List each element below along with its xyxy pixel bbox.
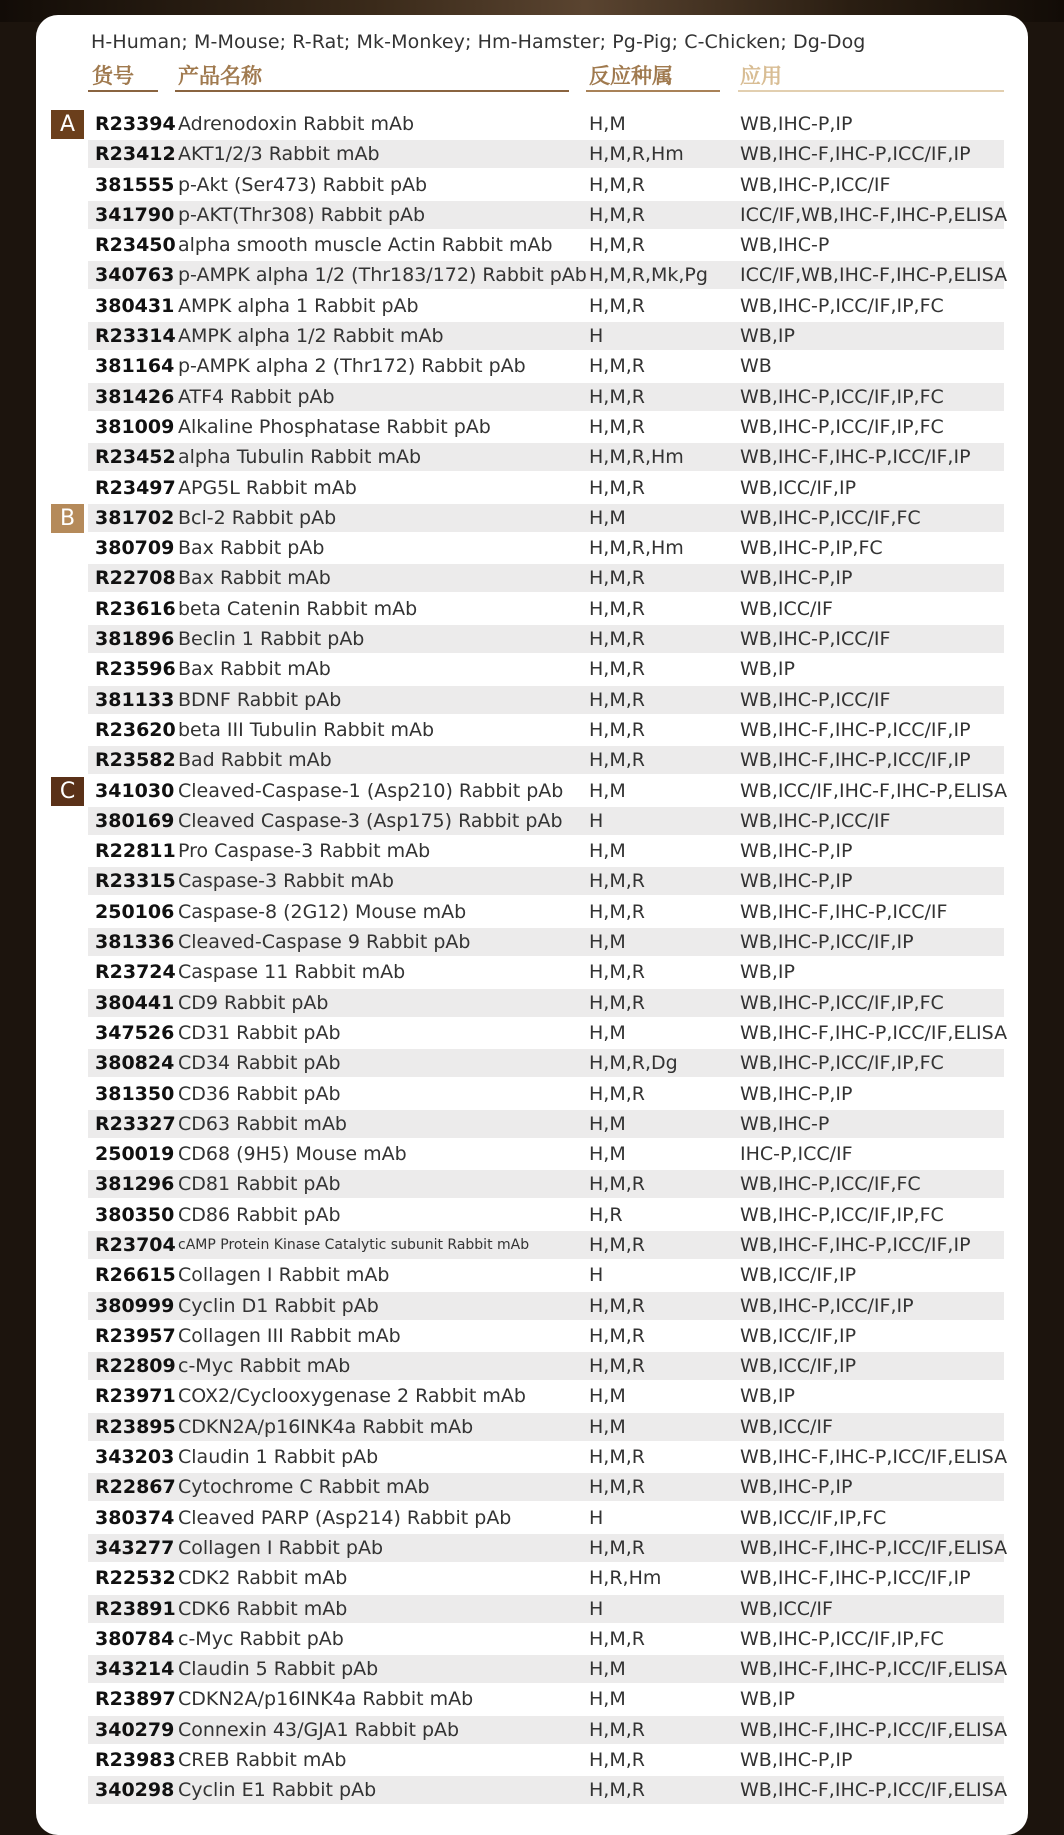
application: WB,IHC-P,IP,FC bbox=[740, 537, 883, 560]
reactive-species: H,M,R bbox=[589, 688, 645, 711]
product-name: BDNF Rabbit pAb bbox=[178, 688, 342, 711]
application: WB,ICC/IF bbox=[740, 1415, 833, 1438]
table-row bbox=[0, 230, 1064, 260]
product-name: Caspase-8 (2G12) Mouse mAb bbox=[178, 900, 467, 923]
table-row bbox=[0, 1018, 1064, 1048]
table-row bbox=[0, 1169, 1064, 1199]
reactive-species: H,M,R bbox=[589, 1355, 645, 1378]
application: WB,IP bbox=[740, 1385, 795, 1408]
application: WB,IHC-P,IP bbox=[740, 1476, 853, 1499]
product-name: ATF4 Rabbit pAb bbox=[178, 385, 335, 408]
table-row bbox=[0, 473, 1064, 503]
product-id: R23620 bbox=[95, 718, 176, 741]
product-id: 380441 bbox=[95, 991, 175, 1014]
product-name: Cleaved-Caspase-1 (Asp210) Rabbit pAb bbox=[178, 779, 564, 802]
application: WB,IHC-F,IHC-P,ICC/IF,ELISA bbox=[740, 1536, 1008, 1559]
reactive-species: H,M bbox=[589, 1112, 626, 1135]
application: WB,IHC-P,ICC/IF bbox=[740, 173, 891, 196]
product-name: Caspase 11 Rabbit mAb bbox=[178, 961, 406, 984]
product-id: R23957 bbox=[95, 1324, 176, 1347]
application: WB,IP bbox=[740, 961, 795, 984]
table-row bbox=[0, 1351, 1064, 1381]
product-name: Collagen III Rabbit mAb bbox=[178, 1324, 401, 1347]
product-name: p-AMPK alpha 1/2 (Thr183/172) Rabbit pAb bbox=[178, 264, 587, 287]
table-row bbox=[0, 836, 1064, 866]
reactive-species: H,M,R bbox=[589, 173, 645, 196]
table-row bbox=[0, 897, 1064, 927]
reactive-species: H,M bbox=[589, 840, 626, 863]
product-id: 381296 bbox=[95, 1173, 175, 1196]
reactive-species: H,M,R bbox=[589, 1324, 645, 1347]
reactive-species: H,M bbox=[589, 1688, 626, 1711]
product-name: Collagen I Rabbit pAb bbox=[178, 1536, 384, 1559]
table-row bbox=[0, 200, 1064, 230]
table-row bbox=[0, 1291, 1064, 1321]
table-row bbox=[0, 139, 1064, 169]
product-id: R23452 bbox=[95, 446, 176, 469]
table-row bbox=[0, 1260, 1064, 1290]
table-row bbox=[0, 351, 1064, 381]
table-row bbox=[0, 1200, 1064, 1230]
application: WB,ICC/IF bbox=[740, 1597, 833, 1620]
application: WB,ICC/IF,IP bbox=[740, 1324, 857, 1347]
product-id: 381426 bbox=[95, 385, 175, 408]
product-id: 381133 bbox=[95, 688, 175, 711]
product-name: Bcl-2 Rabbit pAb bbox=[178, 506, 337, 529]
reactive-species: H,M,R bbox=[589, 385, 645, 408]
application: WB,IHC-P,ICC/IF,IP,FC bbox=[740, 294, 944, 317]
product-name: p-AKT(Thr308) Rabbit pAb bbox=[178, 203, 426, 226]
product-name: c-Myc Rabbit mAb bbox=[178, 1355, 351, 1378]
reactive-species: H,M bbox=[589, 506, 626, 529]
application: WB,IHC-P,IP bbox=[740, 840, 853, 863]
application: WB,IHC-P,ICC/IF,IP,FC bbox=[740, 385, 944, 408]
table-row bbox=[0, 1745, 1064, 1775]
application: WB,IHC-F,IHC-P,ICC/IF,IP bbox=[740, 143, 971, 166]
product-id: R22811 bbox=[95, 840, 176, 863]
product-id: 343277 bbox=[95, 1536, 175, 1559]
table-row bbox=[0, 957, 1064, 987]
product-id: R22867 bbox=[95, 1476, 176, 1499]
table-row bbox=[0, 624, 1064, 654]
product-id: 381702 bbox=[95, 506, 175, 529]
product-id: 380374 bbox=[95, 1506, 175, 1529]
product-name: beta III Tubulin Rabbit mAb bbox=[178, 718, 435, 741]
reactive-species: H,M bbox=[589, 931, 626, 954]
reactive-species: H,M,R bbox=[589, 476, 645, 499]
application: WB,IHC-F,IHC-P,ICC/IF,IP bbox=[740, 1567, 971, 1590]
application: WB,IP bbox=[740, 325, 795, 348]
reactive-species: H,M,R bbox=[589, 415, 645, 438]
product-id: R23315 bbox=[95, 870, 176, 893]
reactive-species: H,M,R bbox=[589, 1627, 645, 1650]
application: WB,IHC-P,ICC/IF,FC bbox=[740, 1173, 921, 1196]
reactive-species: H,M bbox=[589, 779, 626, 802]
application: WB,IHC-F,IHC-P,ICC/IF,ELISA bbox=[740, 1446, 1008, 1469]
table-row bbox=[0, 321, 1064, 351]
table-row bbox=[0, 109, 1064, 139]
product-id: 340298 bbox=[95, 1779, 175, 1802]
header-id: 货号 bbox=[92, 64, 134, 88]
product-id: 250019 bbox=[95, 1143, 175, 1166]
product-name: p-Akt (Ser473) Rabbit pAb bbox=[178, 173, 428, 196]
table-row bbox=[0, 533, 1064, 563]
product-name: CD63 Rabbit mAb bbox=[178, 1112, 347, 1135]
table-row bbox=[0, 503, 1064, 533]
product-id: 380350 bbox=[95, 1203, 175, 1226]
table-row bbox=[0, 1321, 1064, 1351]
table-row bbox=[0, 1684, 1064, 1714]
reactive-species: H bbox=[589, 809, 604, 832]
table-row bbox=[0, 1624, 1064, 1654]
product-name: CD9 Rabbit pAb bbox=[178, 991, 329, 1014]
application: WB,ICC/IF,IP bbox=[740, 1264, 857, 1287]
product-name: Bax Rabbit pAb bbox=[178, 537, 325, 560]
section-letter-a: A bbox=[51, 110, 84, 139]
product-name: AMPK alpha 1 Rabbit pAb bbox=[178, 294, 419, 317]
table-row bbox=[0, 715, 1064, 745]
reactive-species: H,M,R,Hm bbox=[589, 446, 684, 469]
table-row bbox=[0, 1442, 1064, 1472]
product-id: 381350 bbox=[95, 1082, 175, 1105]
table-row bbox=[0, 866, 1064, 896]
product-id: 381009 bbox=[95, 415, 175, 438]
product-name: CDK6 Rabbit mAb bbox=[178, 1597, 348, 1620]
product-id: R22532 bbox=[95, 1567, 176, 1590]
table-row bbox=[0, 988, 1064, 1018]
product-id: 380431 bbox=[95, 294, 175, 317]
species-legend: H-Human; M-Mouse; R-Rat; Mk-Monkey; Hm-Hamster; Pg-Pig; C-Chicken; Dg-Dog bbox=[91, 31, 866, 53]
application: WB,IHC-P bbox=[740, 1112, 830, 1135]
product-name: p-AMPK alpha 2 (Thr172) Rabbit pAb bbox=[178, 355, 526, 378]
product-id: 381555 bbox=[95, 173, 175, 196]
table-row bbox=[0, 1230, 1064, 1260]
product-name: CD34 Rabbit pAb bbox=[178, 1052, 341, 1075]
reactive-species: H bbox=[589, 1597, 604, 1620]
reactive-species: H,M,R bbox=[589, 1718, 645, 1741]
application: WB,IHC-P,ICC/IF,IP,FC bbox=[740, 415, 944, 438]
product-name: Connexin 43/GJA1 Rabbit pAb bbox=[178, 1718, 460, 1741]
reactive-species: H,M bbox=[589, 1658, 626, 1681]
reactive-species: H,M,R bbox=[589, 355, 645, 378]
application: WB,IHC-P,ICC/IF,IP,FC bbox=[740, 1627, 944, 1650]
product-id: R23497 bbox=[95, 476, 176, 499]
reactive-species: H,M,R bbox=[589, 1082, 645, 1105]
reactive-species: H,M,R bbox=[589, 203, 645, 226]
reactive-species: H,M,R bbox=[589, 1749, 645, 1772]
table-row bbox=[0, 1079, 1064, 1109]
table-row bbox=[0, 1472, 1064, 1502]
table-row bbox=[0, 685, 1064, 715]
reactive-species: H,M,R bbox=[589, 749, 645, 772]
product-id: 380824 bbox=[95, 1052, 175, 1075]
reactive-species: H,M,R bbox=[589, 234, 645, 257]
application: WB,ICC/IF,IP bbox=[740, 476, 857, 499]
application: WB,ICC/IF,IP bbox=[740, 1355, 857, 1378]
product-id: 340763 bbox=[95, 264, 175, 287]
product-name: AKT1/2/3 Rabbit mAb bbox=[178, 143, 380, 166]
reactive-species: H,M,R bbox=[589, 294, 645, 317]
reactive-species: H,M,R bbox=[589, 961, 645, 984]
reactive-species: H,M,R,Hm bbox=[589, 143, 684, 166]
table-row bbox=[0, 1715, 1064, 1745]
product-id: R23897 bbox=[95, 1688, 176, 1711]
reactive-species: H,M,R bbox=[589, 1779, 645, 1802]
product-name: APG5L Rabbit mAb bbox=[178, 476, 357, 499]
product-id: R23412 bbox=[95, 143, 176, 166]
table-row bbox=[0, 260, 1064, 290]
application: WB,IHC-F,IHC-P,ICC/IF,ELISA bbox=[740, 1779, 1008, 1802]
product-name: Cleaved PARP (Asp214) Rabbit pAb bbox=[178, 1506, 512, 1529]
table-row bbox=[0, 1109, 1064, 1139]
application: WB,IHC-F,IHC-P,ICC/IF,ELISA bbox=[740, 1658, 1008, 1681]
application: WB,IHC-P,ICC/IF,FC bbox=[740, 506, 921, 529]
product-id: 340279 bbox=[95, 1718, 175, 1741]
product-id: R23724 bbox=[95, 961, 176, 984]
table-row bbox=[0, 442, 1064, 472]
table-row bbox=[0, 1594, 1064, 1624]
product-name: Beclin 1 Rabbit pAb bbox=[178, 628, 365, 651]
product-name: alpha smooth muscle Actin Rabbit mAb bbox=[178, 234, 553, 257]
product-id: R23891 bbox=[95, 1597, 176, 1620]
reactive-species: H,M,R bbox=[589, 1476, 645, 1499]
application: WB,IHC-P,IP bbox=[740, 567, 853, 590]
product-id: R23704 bbox=[95, 1233, 176, 1256]
application: WB,IHC-F,IHC-P,ICC/IF,ELISA bbox=[740, 1021, 1008, 1044]
application: WB,IHC-F,IHC-P,ICC/IF bbox=[740, 900, 948, 923]
product-name: Cleaved-Caspase 9 Rabbit pAb bbox=[178, 931, 471, 954]
reactive-species: H bbox=[589, 1506, 604, 1529]
product-id: R23327 bbox=[95, 1112, 176, 1135]
reactive-species: H,M,R,Dg bbox=[589, 1052, 678, 1075]
table-row bbox=[0, 1563, 1064, 1593]
product-name: Cleaved Caspase-3 (Asp175) Rabbit pAb bbox=[178, 809, 563, 832]
application: WB,IHC-P,ICC/IF bbox=[740, 688, 891, 711]
product-id: 381336 bbox=[95, 931, 175, 954]
product-name: Adrenodoxin Rabbit mAb bbox=[178, 113, 415, 135]
reactive-species: H,M,R bbox=[589, 1233, 645, 1256]
product-id: R22708 bbox=[95, 567, 176, 590]
product-name: alpha Tubulin Rabbit mAb bbox=[178, 446, 422, 469]
product-name: Claudin 1 Rabbit pAb bbox=[178, 1446, 379, 1469]
product-name: Cytochrome C Rabbit mAb bbox=[178, 1476, 430, 1499]
application: WB,IHC-F,IHC-P,ICC/IF,ELISA bbox=[740, 1718, 1008, 1741]
product-id: 341790 bbox=[95, 203, 175, 226]
product-name: Alkaline Phosphatase Rabbit pAb bbox=[178, 415, 491, 438]
product-id: 380784 bbox=[95, 1627, 175, 1650]
product-id: 380169 bbox=[95, 809, 175, 832]
table-row bbox=[0, 291, 1064, 321]
table-row bbox=[0, 776, 1064, 806]
reactive-species: H,M,R bbox=[589, 1294, 645, 1317]
product-name: CDKN2A/p16INK4a Rabbit mAb bbox=[178, 1688, 474, 1711]
product-id: R23895 bbox=[95, 1415, 176, 1438]
product-id: 380999 bbox=[95, 1294, 175, 1317]
product-table bbox=[0, 109, 1064, 1806]
application: WB,IHC-P,ICC/IF bbox=[740, 809, 891, 832]
table-row bbox=[0, 1048, 1064, 1078]
table-row bbox=[0, 1654, 1064, 1684]
product-id: 250106 bbox=[95, 900, 175, 923]
product-id: R23983 bbox=[95, 1749, 176, 1772]
reactive-species: H,M,R bbox=[589, 870, 645, 893]
application: WB,IHC-P,ICC/IF,IP,FC bbox=[740, 991, 944, 1014]
table-row bbox=[0, 1139, 1064, 1169]
header-application: 应用 bbox=[740, 64, 782, 88]
product-name: CD31 Rabbit pAb bbox=[178, 1021, 341, 1044]
application: ICC/IF,WB,IHC-F,IHC-P,ELISA bbox=[740, 203, 1008, 226]
header-name-underline bbox=[175, 90, 569, 92]
application: WB,IHC-F,IHC-P,ICC/IF,IP bbox=[740, 718, 971, 741]
application: WB,IHC-F,IHC-P,ICC/IF,IP bbox=[740, 446, 971, 469]
product-name: CD36 Rabbit pAb bbox=[178, 1082, 341, 1105]
product-id: 347526 bbox=[95, 1021, 175, 1044]
table-row bbox=[0, 927, 1064, 957]
product-name: CD68 (9H5) Mouse mAb bbox=[178, 1143, 407, 1166]
product-name: Cyclin E1 Rabbit pAb bbox=[178, 1779, 377, 1802]
product-name: c-Myc Rabbit pAb bbox=[178, 1627, 344, 1650]
product-name: Claudin 5 Rabbit pAb bbox=[178, 1658, 379, 1681]
reactive-species: H,M,R,Mk,Pg bbox=[589, 264, 708, 287]
table-row bbox=[0, 806, 1064, 836]
product-name: CDK2 Rabbit mAb bbox=[178, 1567, 348, 1590]
application: WB,IHC-P,IP bbox=[740, 1749, 853, 1772]
product-id: R23582 bbox=[95, 749, 176, 772]
header-application-underline bbox=[738, 90, 1004, 92]
header-name: 产品名称 bbox=[178, 64, 262, 88]
reactive-species: H,R bbox=[589, 1203, 623, 1226]
table-row bbox=[0, 1775, 1064, 1805]
reactive-species: H,M bbox=[589, 1021, 626, 1044]
product-id: R26615 bbox=[95, 1264, 176, 1287]
section-letter-b: B bbox=[51, 504, 84, 533]
product-id: 343214 bbox=[95, 1658, 175, 1681]
header-id-underline bbox=[88, 90, 158, 92]
table-row bbox=[0, 382, 1064, 412]
product-name: CREB Rabbit mAb bbox=[178, 1749, 347, 1772]
reactive-species: H,M,R bbox=[589, 567, 645, 590]
table-row bbox=[0, 170, 1064, 200]
table-row bbox=[0, 563, 1064, 593]
product-name: Bad Rabbit mAb bbox=[178, 749, 332, 772]
application: WB,IHC-P,ICC/IF bbox=[740, 628, 891, 651]
product-id: 380709 bbox=[95, 537, 175, 560]
reactive-species: H,M bbox=[589, 1385, 626, 1408]
product-name: Cyclin D1 Rabbit pAb bbox=[178, 1294, 379, 1317]
application: WB bbox=[740, 355, 772, 378]
application: WB,IHC-P,IP bbox=[740, 1082, 853, 1105]
table-row bbox=[0, 1381, 1064, 1411]
product-name: Collagen I Rabbit mAb bbox=[178, 1264, 390, 1287]
product-name: beta Catenin Rabbit mAb bbox=[178, 597, 418, 620]
product-id: R23616 bbox=[95, 597, 176, 620]
product-id: 341030 bbox=[95, 779, 175, 802]
header-species-underline bbox=[586, 90, 720, 92]
application: WB,IHC-P,IP bbox=[740, 113, 853, 135]
section-letter-c: C bbox=[51, 777, 84, 806]
application: IHC-P,ICC/IF bbox=[740, 1143, 853, 1166]
product-id: R23450 bbox=[95, 234, 176, 257]
product-id: 381164 bbox=[95, 355, 175, 378]
table-row bbox=[0, 1412, 1064, 1442]
application: WB,IHC-P,ICC/IF,IP,FC bbox=[740, 1052, 944, 1075]
application: WB,IHC-P,ICC/IF,IP,FC bbox=[740, 1203, 944, 1226]
application: WB,IHC-P bbox=[740, 234, 830, 257]
product-name: Caspase-3 Rabbit mAb bbox=[178, 870, 394, 893]
reactive-species: H,M,R bbox=[589, 718, 645, 741]
product-name: Bax Rabbit mAb bbox=[178, 658, 331, 681]
product-id: 343203 bbox=[95, 1446, 175, 1469]
application: ICC/IF,WB,IHC-F,IHC-P,ELISA bbox=[740, 264, 1008, 287]
reactive-species: H,R,Hm bbox=[589, 1567, 662, 1590]
application: WB,IHC-P,ICC/IF,IP bbox=[740, 1294, 914, 1317]
product-id: 381896 bbox=[95, 628, 175, 651]
reactive-species: H,M,R bbox=[589, 1173, 645, 1196]
table-row bbox=[0, 745, 1064, 775]
reactive-species: H,M bbox=[589, 1415, 626, 1438]
product-name: CD86 Rabbit pAb bbox=[178, 1203, 341, 1226]
reactive-species: H,M bbox=[589, 1143, 626, 1166]
table-row bbox=[0, 654, 1064, 684]
reactive-species: H bbox=[589, 1264, 604, 1287]
product-name: COX2/Cyclooxygenase 2 Rabbit mAb bbox=[178, 1385, 526, 1408]
reactive-species: H,M,R bbox=[589, 628, 645, 651]
product-name: CDKN2A/p16INK4a Rabbit mAb bbox=[178, 1415, 474, 1438]
product-name: CD81 Rabbit pAb bbox=[178, 1173, 341, 1196]
application: WB,IP bbox=[740, 658, 795, 681]
product-name: cAMP Protein Kinase Catalytic subunit Rabbit mAb bbox=[178, 1236, 530, 1253]
product-id: R22809 bbox=[95, 1355, 176, 1378]
header-species: 反应种属 bbox=[589, 64, 673, 88]
table-row bbox=[0, 1533, 1064, 1563]
application: WB,IP bbox=[740, 1688, 795, 1711]
reactive-species: H,M,R bbox=[589, 900, 645, 923]
application: WB,IHC-P,IP bbox=[740, 870, 853, 893]
reactive-species: H,M,R bbox=[589, 658, 645, 681]
reactive-species: H,M,R,Hm bbox=[589, 537, 684, 560]
table-row bbox=[0, 594, 1064, 624]
application: WB,ICC/IF,IHC-F,IHC-P,ELISA bbox=[740, 779, 1008, 802]
table-row bbox=[0, 1503, 1064, 1533]
reactive-species: H,M,R bbox=[589, 1536, 645, 1559]
product-name: Bax Rabbit mAb bbox=[178, 567, 331, 590]
application: WB,IHC-F,IHC-P,ICC/IF,IP bbox=[740, 1233, 971, 1256]
product-id: R23971 bbox=[95, 1385, 176, 1408]
reactive-species: H,M,R bbox=[589, 991, 645, 1014]
reactive-species: H,M,R bbox=[589, 1446, 645, 1469]
reactive-species: H,M,R bbox=[589, 597, 645, 620]
product-name: AMPK alpha 1/2 Rabbit mAb bbox=[178, 325, 444, 348]
product-id: R23314 bbox=[95, 325, 176, 348]
application: WB,ICC/IF bbox=[740, 597, 833, 620]
application: WB,ICC/IF,IP,FC bbox=[740, 1506, 887, 1529]
product-name: Pro Caspase-3 Rabbit mAb bbox=[178, 840, 431, 863]
table-row bbox=[0, 412, 1064, 442]
application: WB,IHC-P,ICC/IF,IP bbox=[740, 931, 914, 954]
reactive-species: H,M bbox=[589, 113, 626, 135]
product-id: R23596 bbox=[95, 658, 176, 681]
product-id: R23394 bbox=[95, 113, 176, 135]
reactive-species: H bbox=[589, 325, 604, 348]
application: WB,IHC-F,IHC-P,ICC/IF,IP bbox=[740, 749, 971, 772]
